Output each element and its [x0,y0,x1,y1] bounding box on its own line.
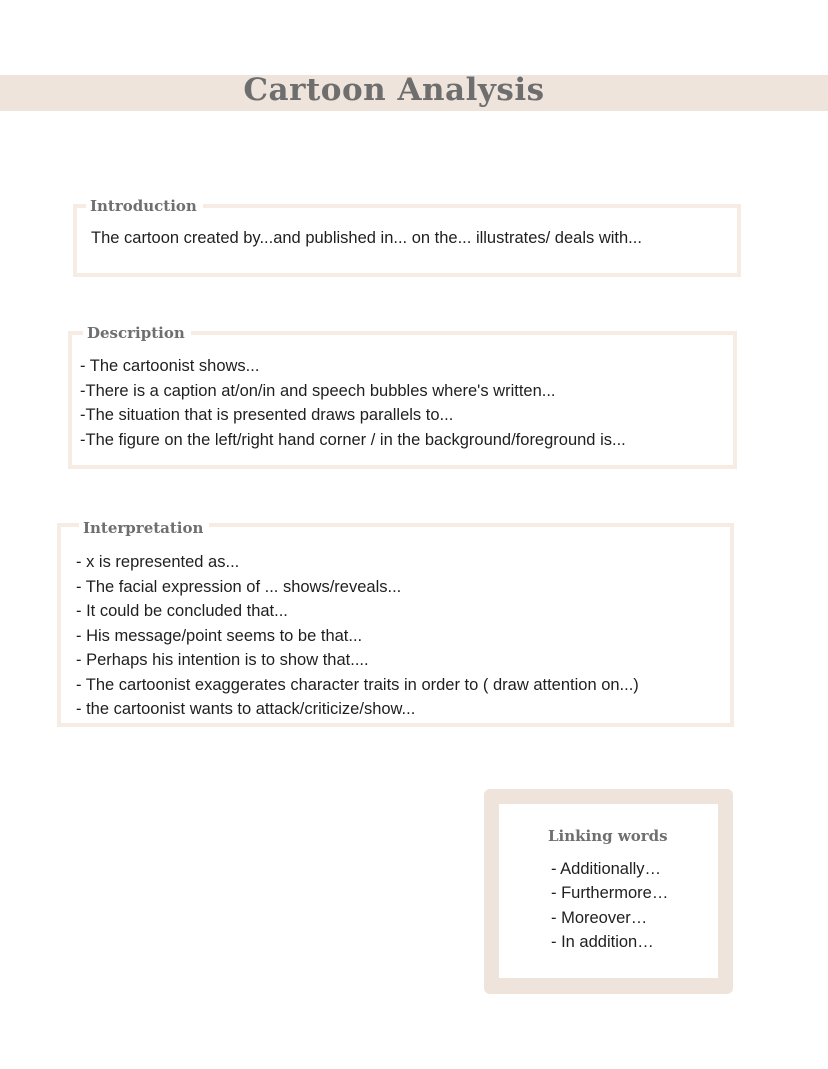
description-line: -There is a caption at/on/in and speech bubbles where's written... [80,381,556,400]
introduction-text [91,226,642,251]
linking-words-list [551,857,668,954]
interpretation-line: - Perhaps his intention is to show that.... [76,651,369,669]
interpretation-line: - The facial expression of ... shows/reveals... [76,577,402,596]
interpretation-heading: Interpretation [79,519,209,537]
linking-word-item: - Additionally… [551,860,662,878]
page-title: Cartoon Analysis [243,72,545,108]
interpretation-line: - the cartoonist wants to attack/criticize/show... [76,700,416,718]
interpretation-text [76,550,639,722]
description-text [80,354,626,452]
interpretation-line: - His message/point seems to be that... [76,626,363,645]
linking-word-item: - In addition… [551,932,654,951]
description-line: -The figure on the left/right hand corner / in the background/foreground is... [80,430,626,449]
description-line: -The situation that is presented draws parallels to... [80,406,454,424]
introduction-heading: Introduction [86,197,203,215]
interpretation-line: - The cartoonist exaggerates character traits in order to ( draw attention on...) [76,675,639,694]
interpretation-line: - It could be concluded that... [76,602,288,620]
introduction-line: The cartoon created by...and published in... on the... illustrates/ deals with... [91,229,642,247]
description-heading: Description [83,324,191,342]
linking-words-heading: Linking words [548,827,668,845]
linking-word-item: - Moreover… [551,908,648,927]
linking-word-item: - Furthermore… [551,884,669,903]
interpretation-line: - x is represented as... [76,553,240,571]
description-line: - The cartoonist shows... [80,357,260,375]
